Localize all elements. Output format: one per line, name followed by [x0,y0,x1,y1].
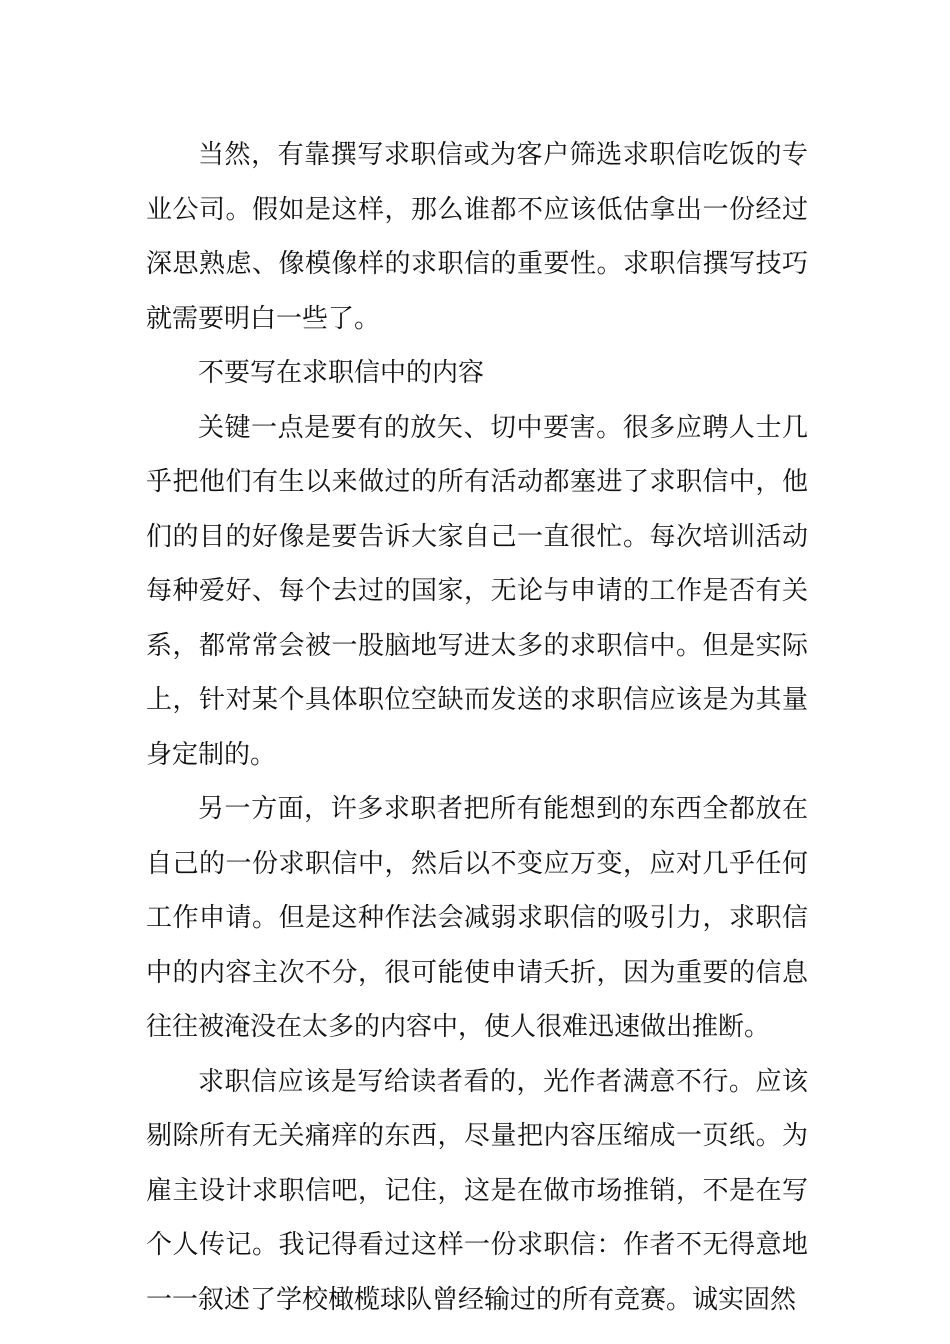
section-heading: 不要写在求职信中的内容 [198,358,485,388]
paragraph-other-side: 另一方面，许多求职者把所有能想到的东西全都放在自己的一份求职信中，然后以不变应万变，应对几乎任何工作申请。但是这种作法会减弱求职信的吸引力，求职信中的内容主次不分，很可能使申请夭折，因为重要的信息往往被淹没在太多的内容中，使人很难迅速做出推断。 [146,794,808,1042]
document-body [146,128,808,1327]
paragraph-focus: 关键一点是要有的放矢、切中要害。很多应聘人士几乎把他们有生以来做过的所有活动都塞进了求职信中，他们的目的好像是要告诉大家自己一直很忙。每次培训活动每种爱好、每个去过的国家，无论与申请的工作是否有关系，都常常会被一股脑地写进太多的求职信中。但是实际上，针对某个具体职位空缺而发送的求职信应该是为其量身定制的。 [146,412,808,770]
paragraph-intro: 当然，有靠撰写求职信或为客户筛选求职信吃饭的专业公司。假如是这样，那么谁都不应该低估拿出一份经过深思熟虑、像模像样的求职信的重要性。求职信撰写技巧就需要明白一些了。 [146,140,808,334]
paragraph-reader: 求职信应该是写给读者看的，光作者满意不行。应该剔除所有无关痛痒的东西，尽量把内容压缩成一页纸。为雇主设计求职信吧，记住，这是在做市场推销，不是在写个人传记。我记得看过这样一份求职信：作者不无得意地一一叙述了学校橄榄球队曾经输过的所有竞赛。诚实固然 [146,1066,808,1315]
